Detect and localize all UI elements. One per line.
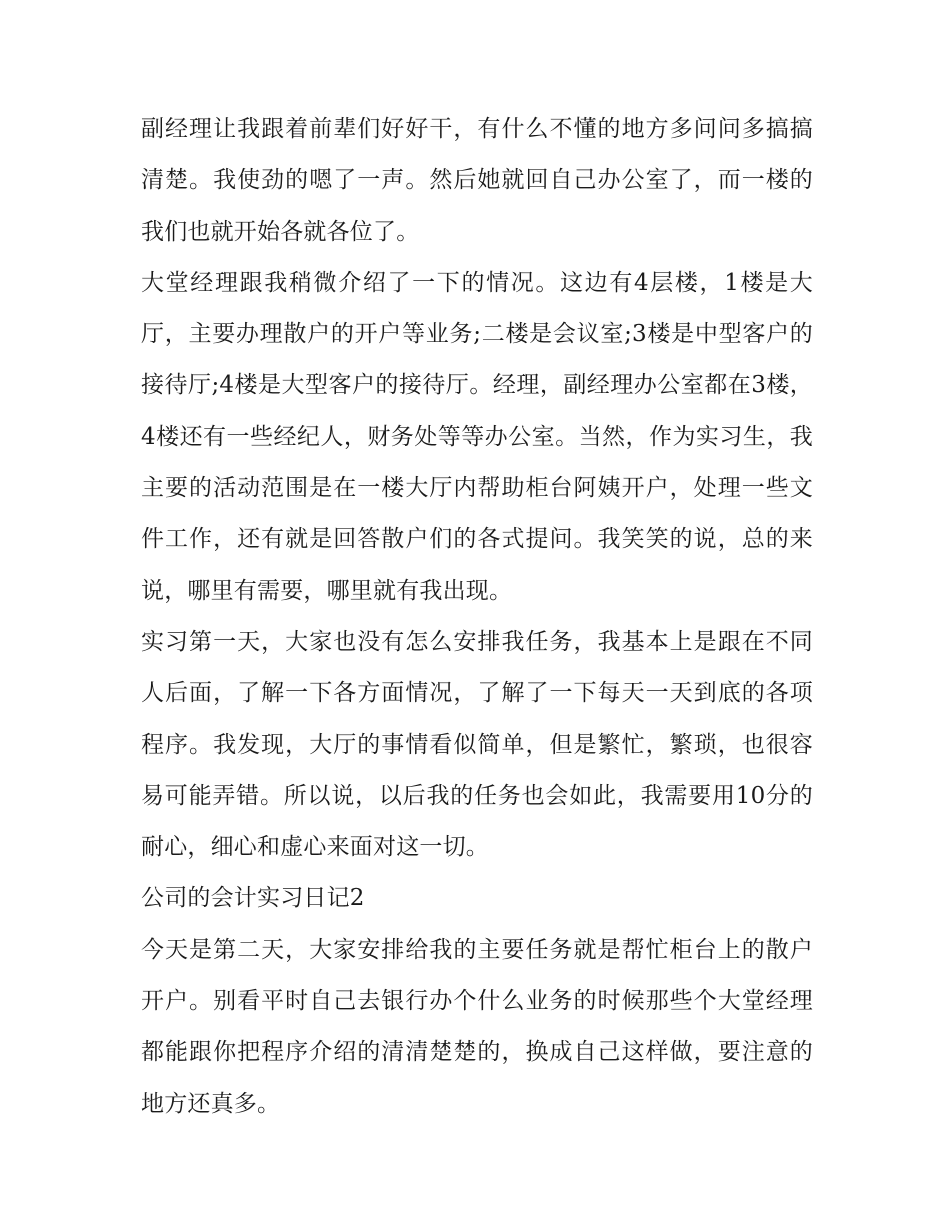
document-body: [141, 104, 813, 1130]
section-heading: 公司的会计实习日记2: [141, 885, 365, 912]
paragraph-4: 今天是第二天，大家安排给我的主要任务就是帮忙柜台上的散户开户。别看平时自己去银行办个什么业务的时候那些个大堂经理都能跟你把程序介绍的清清楚楚的，换成自己这样做，要注意的地方还真多。: [141, 936, 813, 1117]
paragraph-2: 大堂经理跟我稍微介绍了一下的情况。这边有4层楼，1楼是大厅，主要办理散户的开户等业务;二楼是会议室;3楼是中型客户的接待厅;4楼是大型客户的接待厅。经理，副经理办公室都在3楼，4楼还有一些经纪人，财务处等等办公室。当然，作为实习生，我主要的活动范围是在一楼大厅内帮助柜台阿姨开户，处理一些文件工作，还有就是回答散户们的各式提问。我笑笑的说，总的来说，哪里有需要，哪里就有我出现。: [141, 269, 813, 604]
paragraph-3: 实习第一天，大家也没有怎么安排我任务，我基本上是跟在不同人后面，了解一下各方面情况，了解了一下每天一天到底的各项程序。我发现，大厅的事情看似简单，但是繁忙，繁琐，也很容易可能弄错。所以说，以后我的任务也会如此，我需要用10分的耐心，细心和虚心来面对这一切。: [141, 628, 813, 861]
paragraph-1: 副经理让我跟着前辈们好好干，有什么不懂的地方多问问多搞搞清楚。我使劲的嗯了一声。然后她就回自己办公室了，而一楼的我们也就开始各就各位了。: [141, 116, 813, 245]
